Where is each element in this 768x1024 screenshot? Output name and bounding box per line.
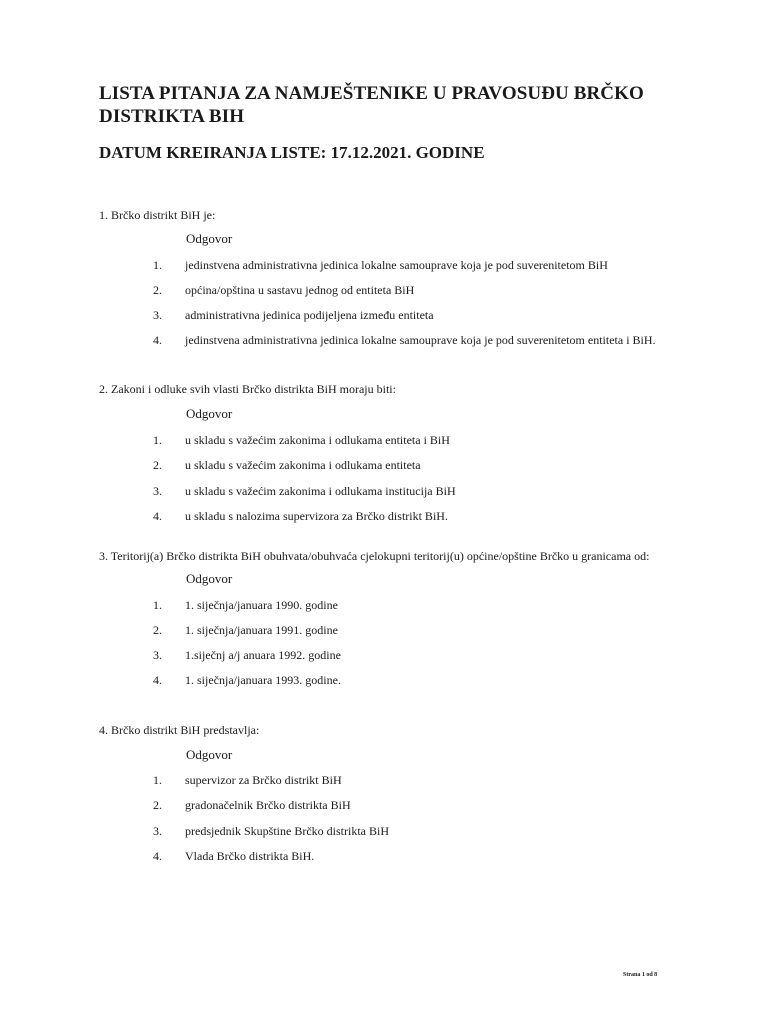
- answer-text: administrativna jedinica podijeljena između entiteta: [185, 308, 434, 322]
- question-text: 3. Teritorij(a) Brčko distrikta BiH obuhvata/obuhvaća cjelokupni teritorij(u) općine/opštine Brčko u granicama od:: [99, 549, 650, 563]
- answer-number: 3.: [153, 308, 162, 322]
- document-subtitle: DATUM KREIRANJA LISTE: 17.12.2021. GODINE: [99, 143, 485, 162]
- document-title: LISTA PITANJA ZA NAMJEŠTENIKE U PRAVOSUĐU BRČKO DISTRIKTA BIH: [99, 83, 644, 127]
- question-3: [99, 548, 719, 687]
- answer-text: 1. siječnja/januara 1993. godine.: [185, 673, 341, 687]
- question-1: [99, 207, 719, 347]
- answer-label: Odgovor: [186, 406, 233, 421]
- answer-text: gradonačelnik Brčko distrikta BiH: [185, 798, 351, 812]
- answer-number: 2.: [153, 283, 162, 297]
- answer-number: 3.: [153, 824, 162, 838]
- answer-text: predsjednik Skupštine Brčko distrikta BiH: [185, 824, 389, 838]
- answer-number: 4.: [153, 849, 162, 863]
- answer-number: 1.: [153, 598, 162, 612]
- answer-label: Odgovor: [186, 747, 233, 762]
- answer-text: u skladu s važećim zakonima i odlukama entiteta: [185, 458, 421, 472]
- question-2: [99, 381, 719, 523]
- answer-text: 1. siječnja/januara 1991. godine: [185, 623, 338, 637]
- answer-number: 1.: [153, 773, 162, 787]
- question-text: 2. Zakoni i odluke svih vlasti Brčko distrikta BiH moraju biti:: [99, 382, 396, 396]
- answer-text: u skladu s nalozima supervizora za Brčko distrikt BiH.: [185, 509, 448, 523]
- answer-text: jedinstvena administrativna jedinica lokalne samouprave koja je pod suverenitetom BiH: [185, 258, 608, 272]
- answer-text: u skladu s važećim zakonima i odlukama entiteta i BiH: [185, 433, 450, 447]
- answer-text: supervizor za Brčko distrikt BiH: [185, 773, 342, 787]
- question-text: 1. Brčko distrikt BiH je:: [99, 208, 216, 222]
- answer-number: 3.: [153, 484, 162, 498]
- question-text: 4. Brčko distrikt BiH predstavlja:: [99, 723, 260, 737]
- answer-label: Odgovor: [186, 231, 233, 246]
- answer-number: 2.: [153, 798, 162, 812]
- answer-number: 4.: [153, 333, 162, 347]
- answer-text: Vlada Brčko distrikta BiH.: [185, 849, 315, 863]
- answer-label: Odgovor: [186, 571, 233, 586]
- answer-text: jedinstvena administrativna jedinica lokalne samouprave koja je pod suverenitetom entiteta i BiH.: [185, 333, 656, 347]
- answer-number: 1.: [153, 433, 162, 447]
- answer-number: 1.: [153, 258, 162, 272]
- answer-number: 2.: [153, 623, 162, 637]
- answer-text: 1.siječnj a/j anuara 1992. godine: [185, 648, 341, 662]
- answer-text: u skladu s važećim zakonima i odlukama institucija BiH: [185, 484, 456, 498]
- answer-number: 3.: [153, 648, 162, 662]
- answer-number: 4.: [153, 509, 162, 523]
- answer-text: 1. siječnja/januara 1990. godine: [185, 598, 338, 612]
- answer-number: 2.: [153, 458, 162, 472]
- page-number: Strana 1 od 8: [623, 972, 658, 978]
- answer-number: 4.: [153, 673, 162, 687]
- question-4: [99, 722, 719, 863]
- answer-text: općina/opština u sastavu jednog od entiteta BiH: [185, 283, 415, 297]
